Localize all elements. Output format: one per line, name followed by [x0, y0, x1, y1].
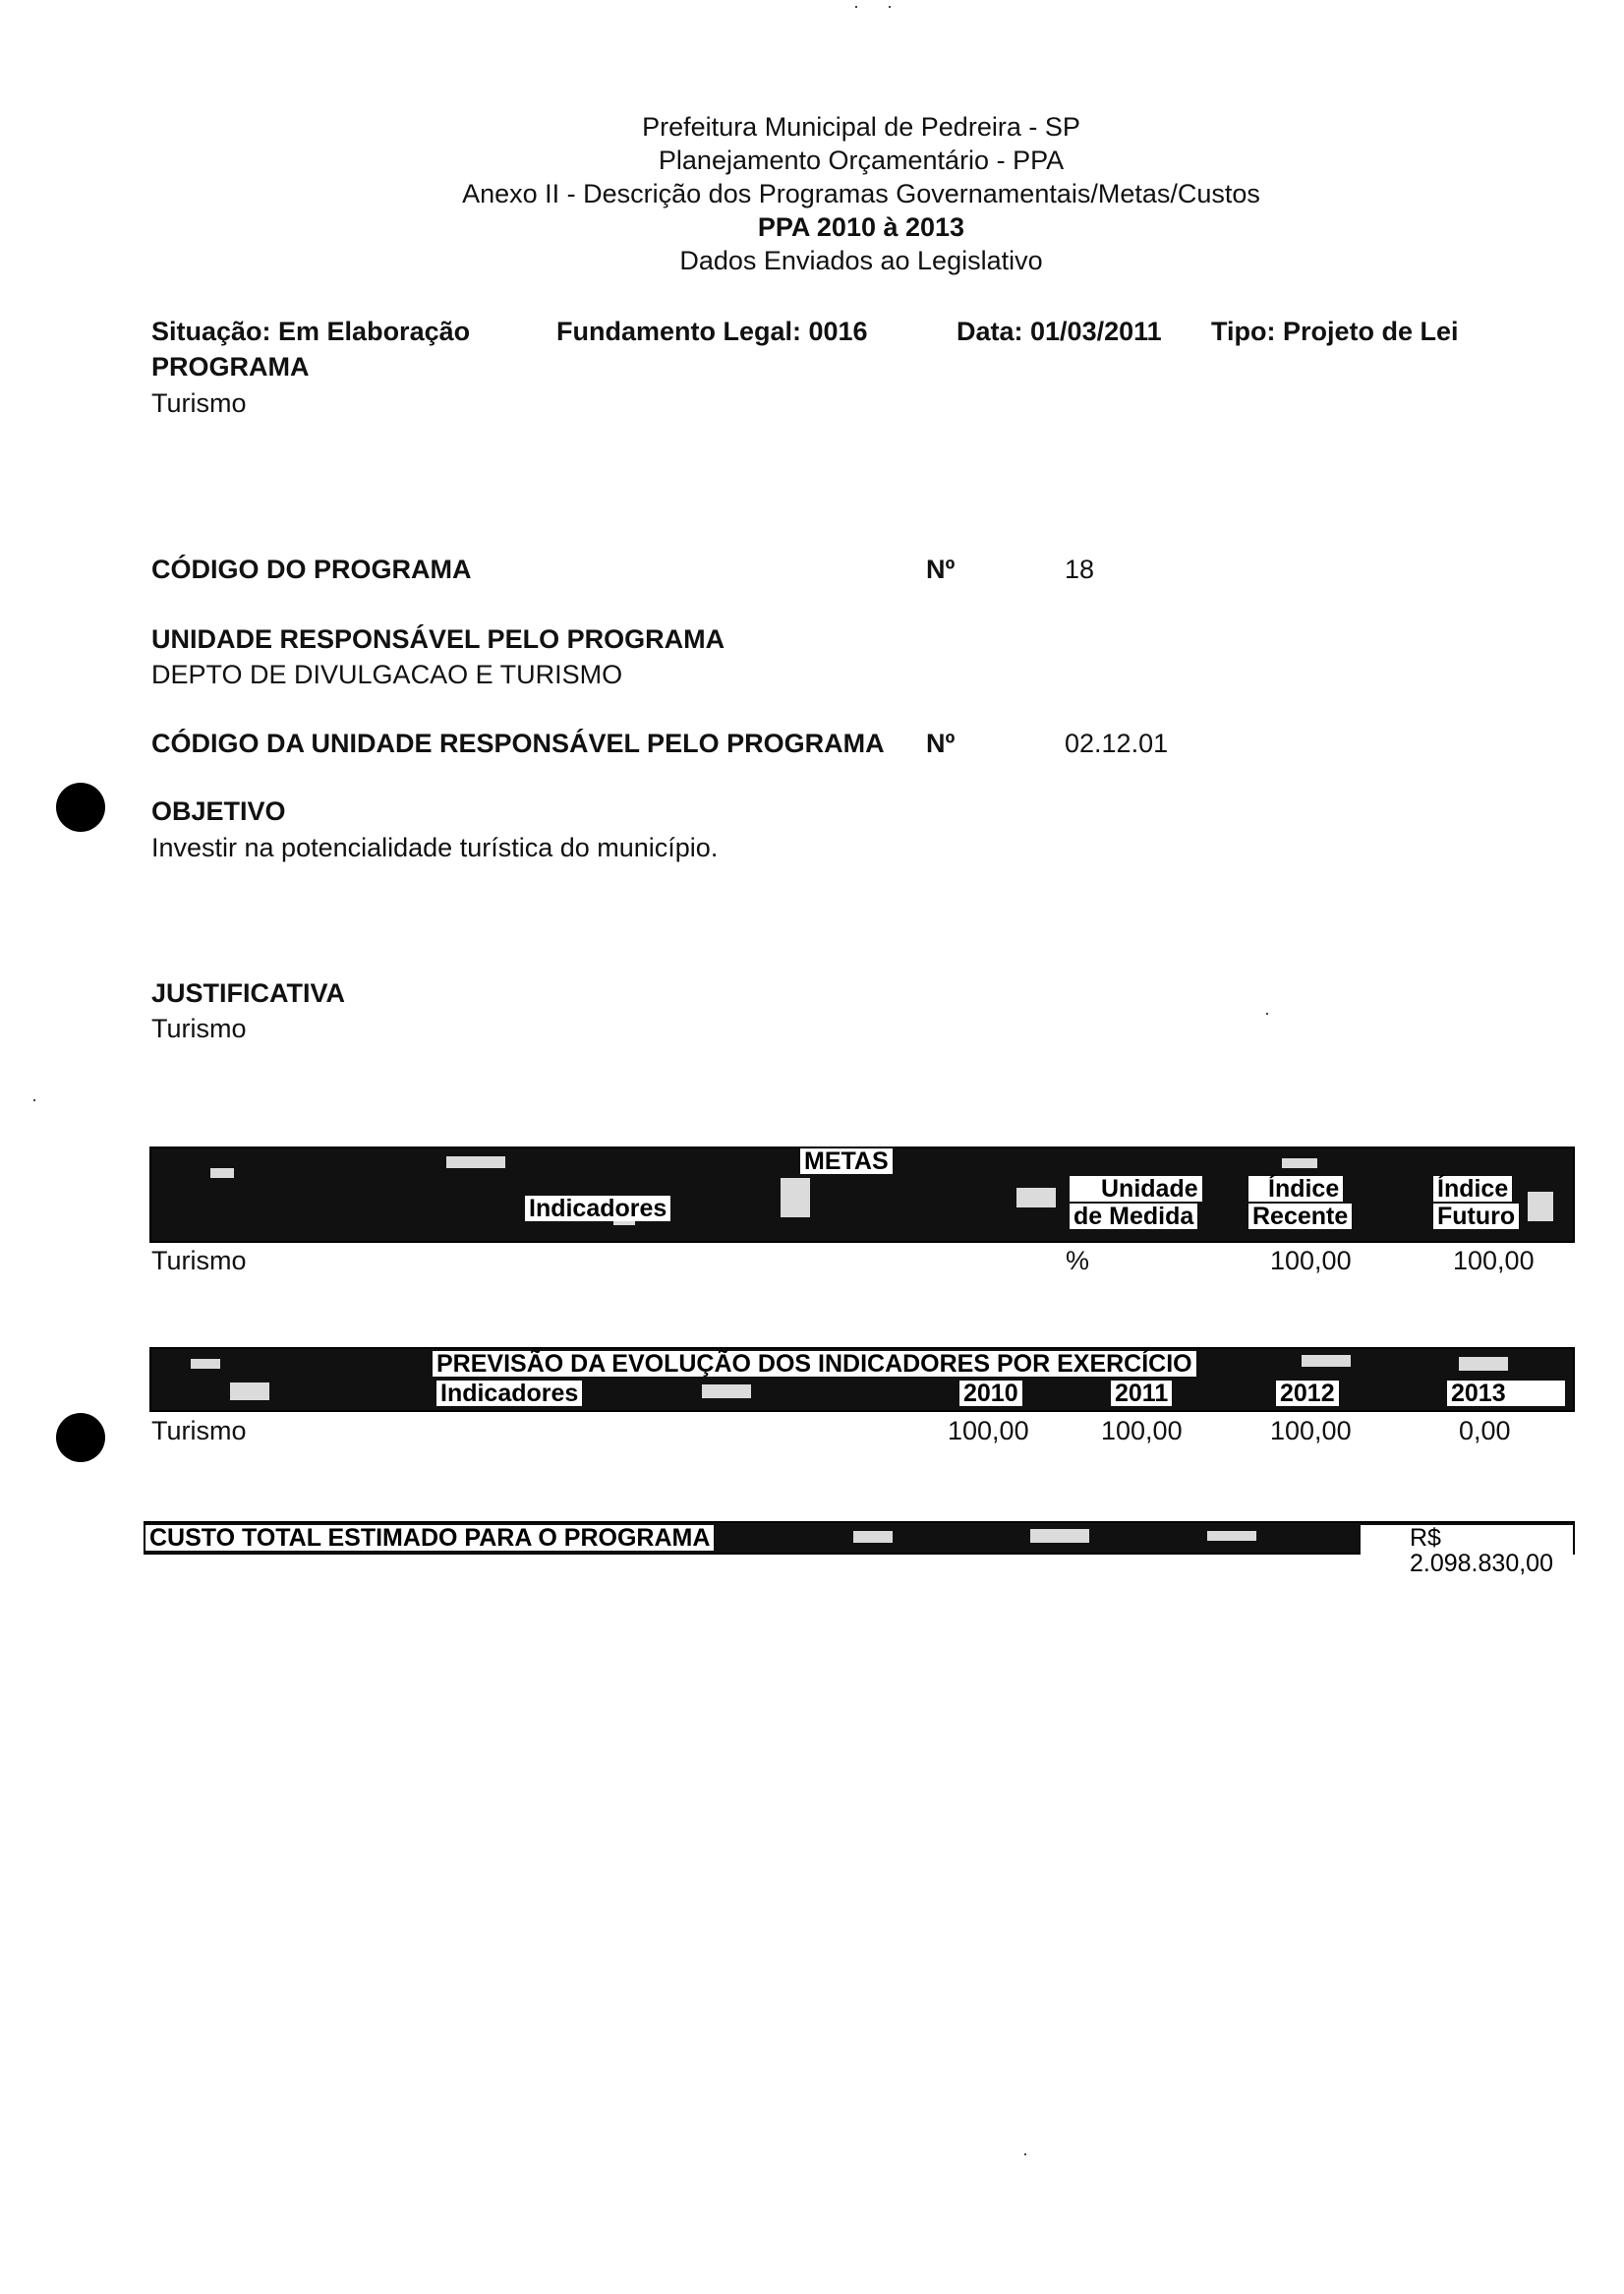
metas-col-futuro-2: Futuro — [1433, 1204, 1519, 1229]
metas-row-unidade: % — [1066, 1246, 1090, 1275]
data-label: Data: 01/03/2011 — [957, 317, 1162, 346]
metas-col-indicadores: Indicadores — [525, 1196, 670, 1221]
metas-row-indicador: Turismo — [151, 1246, 247, 1275]
header-line-4: PPA 2010 à 2013 — [757, 212, 965, 242]
programa-label: PROGRAMA — [151, 352, 310, 382]
justificativa-value: Turismo — [151, 1014, 247, 1043]
metas-col-recente-1: Índice — [1248, 1176, 1343, 1202]
document-header — [0, 110, 1624, 277]
previsao-row-indicador: Turismo — [151, 1416, 247, 1445]
previsao-row-2012: 100,00 — [1270, 1416, 1352, 1445]
custo-total-label: CUSTO TOTAL ESTIMADO PARA O PROGRAMA — [145, 1525, 714, 1551]
objetivo-value: Investir na potencialidade turística do município. — [151, 833, 719, 862]
codigo-unidade-n-label: Nº — [926, 729, 956, 758]
custo-total-value: R$ 2.098.830,00 — [1361, 1525, 1573, 1576]
programa-value: Turismo — [151, 388, 247, 418]
codigo-programa-n-label: Nº — [926, 555, 956, 584]
codigo-programa-label: CÓDIGO DO PROGRAMA — [151, 555, 472, 584]
header-line-5: Dados Enviados ao Legislativo — [679, 246, 1043, 275]
previsao-col-year-2013: 2013 — [1447, 1381, 1565, 1406]
justificativa-label: JUSTIFICATIVA — [151, 978, 346, 1008]
codigo-unidade-label: CÓDIGO DA UNIDADE RESPONSÁVEL PELO PROGRAMA — [151, 729, 885, 758]
unidade-label: UNIDADE RESPONSÁVEL PELO PROGRAMA — [151, 624, 725, 654]
metas-col-recente-2: Recente — [1248, 1204, 1352, 1229]
previsao-col-year-2012: 2012 — [1276, 1381, 1339, 1406]
punch-hole-mark — [56, 783, 105, 832]
metas-col-unidade-2: de Medida — [1070, 1204, 1197, 1229]
metas-header-bar — [149, 1147, 1575, 1243]
situacao-label: Situação: Em Elaboração — [151, 317, 471, 346]
previsao-col-indicadores: Indicadores — [436, 1381, 582, 1406]
header-line-3: Anexo II - Descrição dos Programas Governamentais/Metas/Custos — [462, 179, 1260, 208]
header-line-1: Prefeitura Municipal de Pedreira - SP — [642, 112, 1080, 142]
unidade-value: DEPTO DE DIVULGACAO E TURISMO — [151, 660, 623, 689]
metas-row-recente: 100,00 — [1270, 1246, 1352, 1275]
metas-col-futuro-1: Índice — [1433, 1176, 1512, 1202]
previsao-row-2013: 0,00 — [1459, 1416, 1511, 1445]
fundamento-label: Fundamento Legal: 0016 — [556, 317, 868, 346]
metas-col-unidade-1: Unidade — [1070, 1176, 1202, 1202]
previsao-col-year-2011: 2011 — [1111, 1381, 1172, 1406]
codigo-unidade-value: 02.12.01 — [1065, 729, 1169, 758]
previsao-header-bar — [149, 1347, 1575, 1412]
custo-total-bar — [144, 1521, 1575, 1577]
metas-row-futuro: 100,00 — [1453, 1246, 1535, 1275]
previsao-row-2010: 100,00 — [948, 1416, 1029, 1445]
tipo-label: Tipo: Projeto de Lei — [1211, 317, 1459, 346]
previsao-title: PREVISÃO DA EVOLUÇÃO DOS INDICADORES POR EXERCÍCIO — [433, 1351, 1196, 1377]
header-line-2: Planejamento Orçamentário - PPA — [658, 146, 1065, 175]
previsao-col-year-2010: 2010 — [959, 1381, 1022, 1406]
objetivo-label: OBJETIVO — [151, 796, 286, 826]
previsao-row-2011: 100,00 — [1101, 1416, 1183, 1445]
metas-title: METAS — [800, 1148, 893, 1174]
codigo-programa-value: 18 — [1065, 555, 1095, 584]
punch-hole-mark — [56, 1413, 105, 1462]
